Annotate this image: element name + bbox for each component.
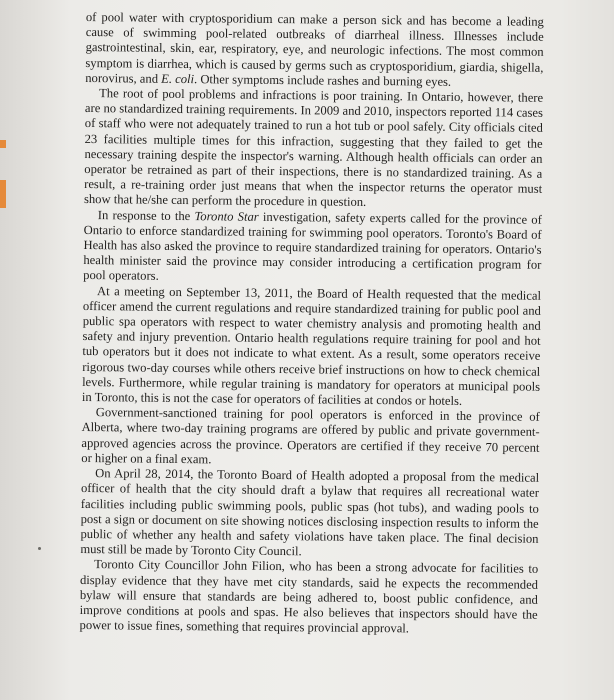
body-text [79,10,544,638]
margin-highlight-mark [0,140,6,148]
paragraph: In response to the Toronto Star investigation, safety experts called for the province of Ontario to enforce standardized training for swimming pool operators. Toronto's Board of Health has also asked the province to require standardized training for operators. Ontario's health minister said the province may consider introducing a certification program for pool operators. [83,207,542,284]
paragraph: At a meeting on September 13, 2011, the Board of Health requested that the medical officer amend the current regulations and require standardized training for public pool and public spa operators with respect to water chemistry analysis and promoting health and safety and injury prevention. Ontario health regulations require training for pool and hot tub operators but it does not indicate to what extent. As a result, some operators receive rigorous two-day courses while others receive brief instructions on how to check chemical levels. Furthermore, while regular training is mandatory for operators at municipal pools in Toronto, this is not the case for operators of facilities at condos or hotels. [81,283,542,409]
margin-highlight-mark [0,180,6,208]
paragraph: Toronto City Councillor John Filion, who has been a strong advocate for facilities to display evidence that they have met city standards, said he expects the recommended bylaw will ensure that standards are being adhered to, boost public confidence, and improve conditions at pools and spas. He also believes that inspectors should have the power to issue fines, something that requires provincial approval. [79,557,539,636]
paragraph: Government-sanctioned training for pool operators is enforced in the province of Alberta, where two-day training programs are offered by public and private government-approved agencies across the province. Operators are certified if they receive 70 percent or higher on a final exam. [81,405,540,467]
paragraph: On April 28, 2014, the Toronto Board of Health adopted a proposal from the medical officer of health that the city should draft a bylaw that requires all recreational water facilities including public swimming pools, public spas (hot tubs), and wading pools to post a sign or document on site showing notices disclosing inspection results to inform the public of whether any health and safety violations have taken place. The final decision must still be made by Toronto City Council. [80,466,540,559]
paragraph: The root of pool problems and infractions is poor training. In Ontario, however, there are no standardized training requirements. In 2009 and 2010, inspectors reported 114 cases of staff who were not adequately trained to run a hot tub or pool safely. City officials cited 23 facilities multiple times for this infraction, suggesting that they failed to get the necessary training despite the inspector's warning. Although health officials can order an operator be retrained as part of their inspections, there is no standardized training. As a result, a re-training order just means that when the inspector returns the operator must show that he/she can perform the procedure in question. [83,86,544,210]
margin-dot [38,547,41,550]
paragraph: of pool water with cryptosporidium can make a person sick and has become a leading cause of swimming pool-related outbreaks of diarrheal illness. Illnesses include gastrointestinal, skin, ear, respiratory, eye, and neurologic infections. The most common symptom is diarrhea, which is caused by germs such as cryptosporidium, giardia, shigella, norovirus, and E. coli. Other symptoms include rashes and burning eyes. [85,10,544,89]
